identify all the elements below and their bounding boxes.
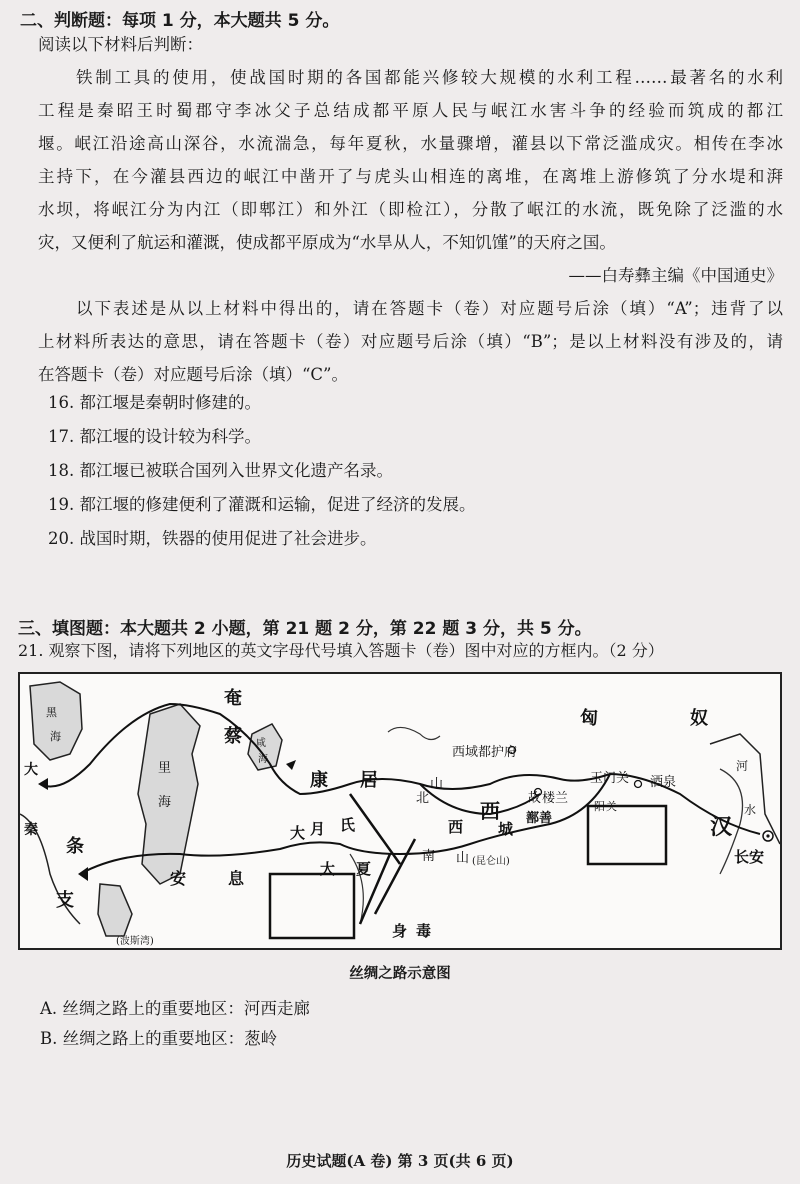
silk-road-map bbox=[18, 672, 782, 950]
label-heihai-hei: 黑 bbox=[46, 706, 57, 719]
river-north bbox=[388, 727, 440, 739]
persian-gulf-shape bbox=[98, 884, 132, 936]
material-line: 堰。岷江沿途高山深谷，水流湍急，每年夏秋，水量骤增，灌县以下常泛滥成灾。相传在李冰 bbox=[38, 134, 783, 153]
label-yan: 奄 bbox=[224, 688, 242, 709]
material-source: ——白寿彝主编《中国通史》 bbox=[568, 266, 783, 285]
label-xi-small: 西 bbox=[448, 818, 464, 836]
judgment-item: 20. 战国时期，铁器的使用促进了社会进步。 bbox=[48, 529, 377, 548]
section2-heading: 二、判断题：每项 1 分，本大题共 5 分。 bbox=[20, 11, 340, 31]
label-anxi-xi: 息 bbox=[228, 869, 245, 888]
instruction-line: 在答题卡（卷）对应题号后涂（填）“C”。 bbox=[38, 365, 348, 384]
answer-box-2 bbox=[270, 874, 354, 938]
section3-heading: 三、填图题：本大题共 2 小题，第 21 题 2 分，第 22 题 3 分，共 5 分。 bbox=[18, 619, 592, 639]
label-shanshan: 鄯善 bbox=[526, 811, 553, 826]
label-shendu-du: 毒 bbox=[416, 922, 432, 940]
label-zhi: 支 bbox=[56, 890, 74, 911]
judgment-item: 18. 都江堰已被联合国列入世界文化遗产名录。 bbox=[48, 461, 393, 480]
answer-box-1 bbox=[588, 806, 666, 864]
caspian-sea-shape bbox=[138, 704, 200, 884]
option-a: A. 丝绸之路上的重要地区：河西走廊 bbox=[40, 999, 310, 1018]
label-tiao: 条 bbox=[66, 836, 84, 857]
judgment-items bbox=[48, 386, 476, 556]
label-xi-big: 西 bbox=[480, 799, 500, 823]
label-shi: 氏 bbox=[340, 816, 356, 834]
label-he: 河 bbox=[736, 759, 749, 773]
question-21: 21. 观察下图，请将下列地区的英文字母代号填入答题卡（卷）图中对应的方框内。（2 分） bbox=[18, 641, 664, 660]
material-passage bbox=[38, 61, 783, 292]
material-line: 铁制工具的使用，使战国时期的各国都能兴修较大规模的水利工程……最著名的水利 bbox=[76, 68, 783, 87]
label-shan2: 山 bbox=[456, 851, 470, 866]
label-da: 大 bbox=[320, 860, 336, 878]
label-cheng: 城 bbox=[498, 820, 514, 838]
label-loulan: 楼兰 bbox=[542, 791, 569, 806]
judgment-item: 16. 都江堰是秦朝时修建的。 bbox=[48, 393, 261, 412]
instruction-block bbox=[38, 292, 783, 391]
label-changan: 长安 bbox=[734, 848, 765, 866]
label-xiyu-duhufu: 西域都护府 bbox=[452, 745, 518, 760]
label-daqin-qin: 秦 bbox=[24, 822, 38, 838]
label-caspian-hai: 海 bbox=[158, 795, 172, 810]
label-han: 汉 bbox=[710, 814, 733, 840]
label-nanshan: 南 bbox=[422, 849, 436, 864]
label-anxi-an: 安 bbox=[170, 869, 187, 888]
label-shui: 水 bbox=[744, 803, 757, 817]
label-bosiwan: (波斯湾) bbox=[116, 936, 154, 947]
label-xia: 夏 bbox=[356, 860, 372, 878]
instruction-line: 以下表述是从以上材料中得出的，请在答题卡（卷）对应题号后涂（填）“A”；违背了以 bbox=[76, 299, 783, 318]
material-line: 灾，又便利了航运和灌溉，使成都平原成为“水旱从人，不知饥馑”的天府之国。 bbox=[38, 233, 616, 252]
map-caption: 丝绸之路示意图 bbox=[349, 966, 451, 982]
material-line: 工程是秦昭王时蜀郡守李冰父子总结成都平原人民与岷江水害斗争的经验而筑成的都江 bbox=[38, 101, 783, 120]
judgment-item: 17. 都江堰的设计较为科学。 bbox=[48, 427, 261, 446]
map-drawing bbox=[20, 674, 780, 948]
arrow-head-west bbox=[38, 778, 48, 790]
city-dot-jiuquan bbox=[635, 781, 642, 788]
label-ju: 居 bbox=[360, 770, 378, 791]
label-cai: 蔡 bbox=[224, 726, 242, 747]
judgment-item: 19. 都江堰的修建便利了灌溉和运输，促进了经济的发展。 bbox=[48, 495, 476, 514]
label-xianhai-hai: 海 bbox=[258, 754, 268, 765]
label-gu: 故 bbox=[528, 791, 542, 806]
label-bei: 北 bbox=[416, 791, 430, 806]
label-da-yueshi: 大 bbox=[290, 824, 306, 842]
arrow-head-middle bbox=[286, 760, 296, 770]
material-line: 水坝，将岷江分为内江（即郫江）和外江（即检江），分散了岷江的水流，既免除了泛滥的水 bbox=[38, 200, 783, 219]
option-b: B. 丝绸之路上的重要地区：葱岭 bbox=[40, 1029, 278, 1048]
mountain-slashes bbox=[350, 794, 415, 924]
label-yang: 阳 bbox=[594, 800, 605, 813]
label-yumenguan: 玉门关 bbox=[590, 771, 630, 786]
label-daqin-da: 大 bbox=[24, 762, 38, 778]
label-kunlun: (昆仑山) bbox=[472, 856, 510, 867]
section2-intro: 阅读以下材料后判断： bbox=[38, 35, 203, 54]
label-guan: 关 bbox=[606, 800, 617, 813]
label-shan: 山 bbox=[430, 777, 444, 792]
label-xian: 咸 bbox=[256, 738, 266, 749]
instruction-line: 上材料所表达的意思，请在答题卡（卷）对应题号后涂（填）“B”；是以上材料没有涉及的，请 bbox=[38, 332, 783, 351]
label-nu: 奴 bbox=[690, 708, 708, 729]
label-jiuquan: 酒泉 bbox=[650, 775, 677, 790]
label-xiong: 匈 bbox=[580, 708, 598, 729]
label-heihai-hai: 海 bbox=[50, 730, 61, 743]
material-line: 主持下，在今灌县西边的岷江中凿开了与虎头山相连的离堆，在离堆上游修筑了分水堤和湃 bbox=[38, 167, 783, 186]
arrow-head-south-west bbox=[78, 867, 88, 881]
black-sea-shape bbox=[30, 682, 82, 760]
changan-marker-dot bbox=[766, 834, 769, 837]
label-yue: 月 bbox=[310, 820, 326, 838]
page-footer: 历史试题(A 卷) 第 3 页(共 6 页) bbox=[286, 1152, 514, 1170]
label-shendu-shen: 身 bbox=[392, 922, 408, 940]
label-li: 里 bbox=[158, 761, 172, 776]
label-kang: 康 bbox=[310, 770, 328, 791]
